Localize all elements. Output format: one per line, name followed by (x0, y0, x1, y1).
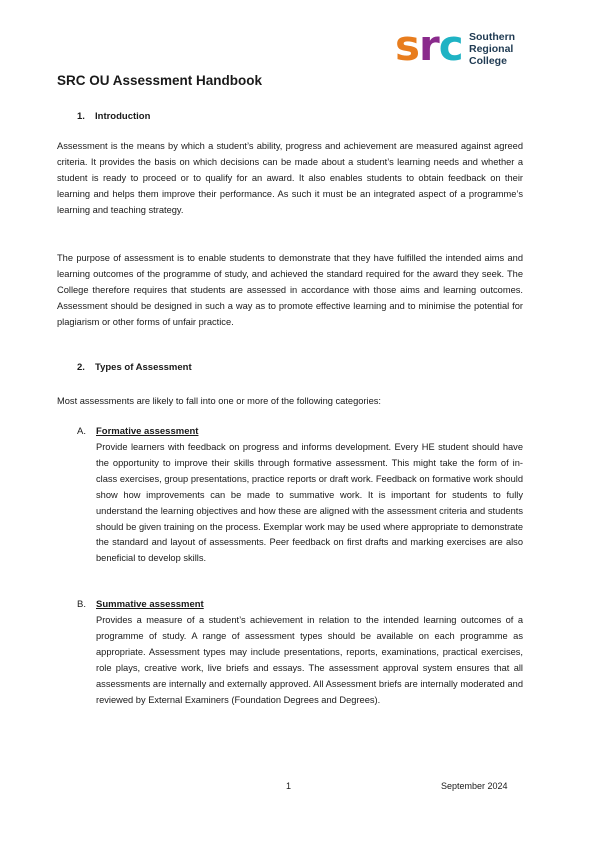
section-number: 2. (77, 362, 85, 373)
page-title: SRC OU Assessment Handbook (57, 73, 263, 88)
types-intro: Most assessments are likely to fall into one or more of the following categories: (57, 396, 381, 406)
section-title: Types of Assessment (95, 362, 192, 373)
formative-heading: Formative assessment (96, 426, 199, 437)
item-letter-b: B. (77, 599, 86, 610)
section-heading-introduction (77, 111, 150, 122)
intro-paragraph-2: The purpose of assessment is to enable students to demonstrate that they have fulfilled the intended aims and learning outcomes of the programme of study, and achieved the standard required for the award they seek. The College therefore requires that students are assessed in accordance with those aims and learning outcomes. Assessment should be designed in such a way as to promote effective learning and to minimise the potential for plagiarism or other forms of unfair practice. (57, 253, 523, 327)
intro-paragraph-1: Assessment is the means by which a student’s ability, progress and achievement are measured against agreed criteria. It provides the basis on which decisions can be made about a student’s learning needs and whether a student is ready to proceed or to qualify for an award. It also enables students to obtain feedback on their learning and helps them improve their performance. As such it must be an integrated aspect of a programme’s learning and teaching strategy. (57, 141, 523, 215)
logo-letter-s: s (395, 21, 419, 70)
logo-letter-c: c (438, 21, 463, 70)
page-number: 1 (286, 781, 292, 791)
footer-date: September 2024 (441, 781, 508, 791)
src-logo-mark (395, 21, 463, 70)
logo-word-southern: Southern (469, 31, 516, 43)
section-title: Introduction (95, 111, 151, 122)
section-number: 1. (77, 111, 85, 122)
college-logo (395, 21, 555, 71)
logo-letter-r: r (419, 21, 439, 70)
formative-body: Provide learners with feedback on progress and informs development. Every HE student should have the opportunity to improve their skills through formative assessment. This might take the form of in-class exercises, group presentations, practice reports or draft work. Feedback on formative work should show how improvements can be made to summative work. It is important for students to fully understand the learning objectives and how these are aligned with the assessment criteria and students should be given training on the process. Exemplar work may be used where appropriate to demonstrate the standard and layout of assessments. Peer feedback on first drafts and marking exercises are also beneficial to develop skills. (96, 442, 523, 564)
summative-heading: Summative assessment (96, 599, 204, 610)
section-heading-types (77, 362, 192, 373)
item-letter-a: A. (77, 426, 86, 437)
summative-body: Provides a measure of a student’s achievement in relation to the intended learning outcomes of a programme of study. A range of assessment types should be available on each programme as appropriate. Assessment types may include presentations, reports, examinations, practical exercises, role plays, creative work, live briefs and essays. The assessment approval system ensures that all assessments are internally and externally approved. All Assessment briefs are internally moderated and reviewed by External Examiners (Foundation Degrees and Degrees). (96, 615, 523, 705)
logo-wordmark (469, 31, 515, 67)
logo-word-college: College (469, 55, 507, 67)
logo-word-regional: Regional (469, 43, 514, 55)
